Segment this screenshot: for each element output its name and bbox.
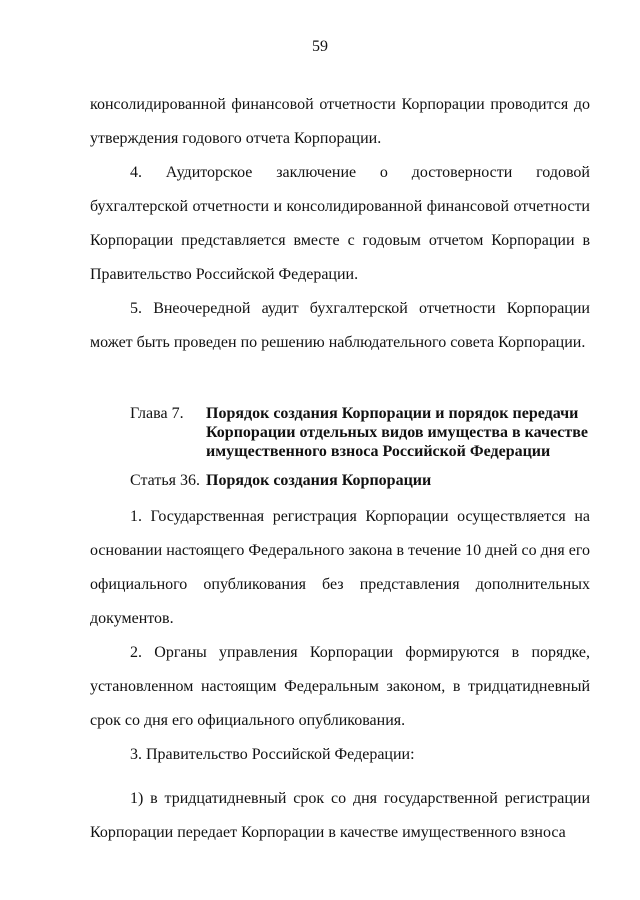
article-paragraph-3-1: 1) в тридцатидневный срок со дня государственной регистрации Корпорации передает Корпорации в качестве имущественного взноса: [90, 790, 590, 841]
page-number: 59: [312, 38, 328, 55]
article-label: Статья 36.: [130, 472, 200, 489]
article-paragraph-3: 3. Правительство Российской Федерации:: [130, 746, 415, 763]
chapter-label: Глава 7.: [130, 405, 184, 422]
paragraph-5: 5. Внеочередной аудит бухгалтерской отчетности Корпорации может быть проведен по решению наблюдательного совета Корпорации.: [90, 300, 590, 351]
chapter-title: Порядок создания Корпорации и порядок передачи Корпорации отдельных видов имущества в качестве имущественного взноса Российской Федерации: [206, 405, 588, 460]
chapter-heading: [130, 404, 600, 461]
article-paragraph-1: 1. Государственная регистрация Корпорации осуществляется на основании настоящего Федерального закона в течение 10 дней со дня его официального опубликования без представления дополнительных документов.: [90, 508, 590, 627]
paragraph-continuation: консолидированной финансовой отчетности Корпорации проводится до утверждения годового отчета Корпорации.: [90, 96, 590, 147]
article-heading: [130, 471, 600, 490]
article-paragraph-2: 2. Органы управления Корпорации формируются в порядке, установленном настоящим Федеральным законом, в тридцатидневный срок со дня его официального опубликования.: [90, 644, 590, 729]
paragraph-4: 4. Аудиторское заключение о достоверности годовой бухгалтерской отчетности и консолидированной финансовой отчетности Корпорации представляется вместе с годовым отчетом Корпорации в Правительство Российской Федерации.: [90, 164, 590, 283]
article-title: Порядок создания Корпорации: [206, 472, 432, 489]
